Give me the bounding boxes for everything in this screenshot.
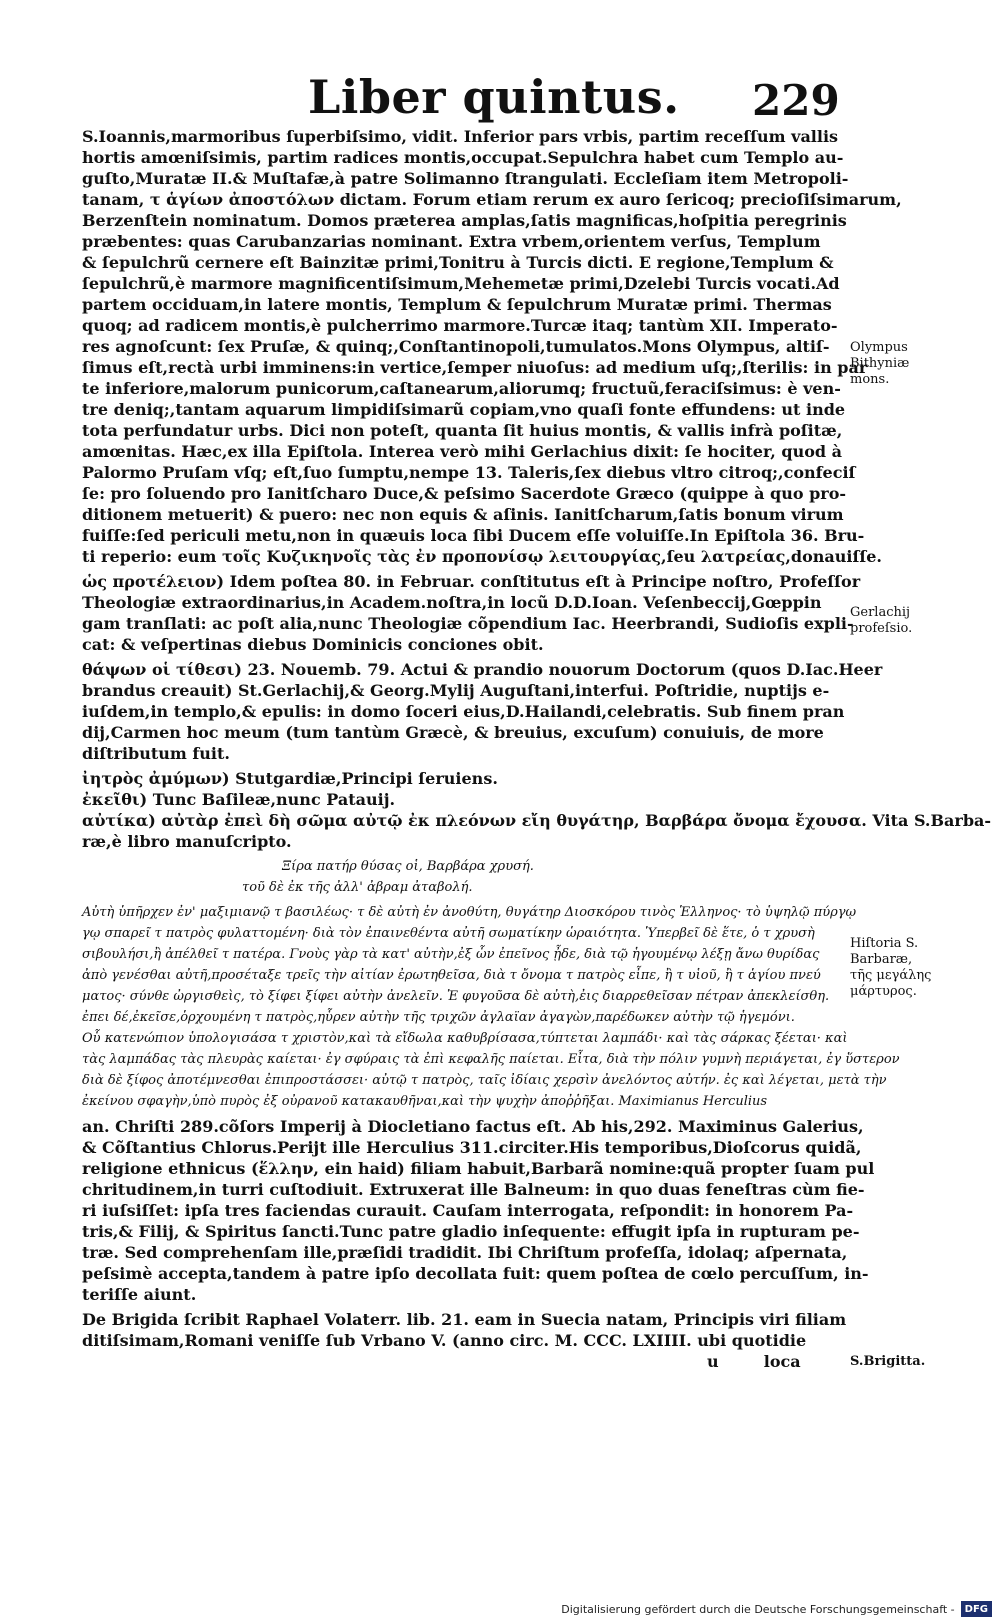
text-line: Ξίρα πατήρ θύσας οἱ, Βαρβάρα χρυσή.	[282, 859, 534, 874]
text-line: chritudinem,in turri cuſtodiuit. Extruxerat ille Balneum: in quo duas feneſtras cùm fie-	[82, 1180, 865, 1199]
text-line: Οὗ κατενώπιον ὑπολογισάσα τ χριστὸν,καὶ τὰ εἴδωλα καθυβρίσασα,τύπτεται λαμπάδι· καὶ τὰς σάρκας ξέεται· καὶ	[82, 1031, 848, 1046]
text-line: quoq; ad radicem montis,è pulcherrimo marmore.Turcæ itaq; tantùm XII. Imperato-	[82, 316, 838, 335]
text-line: ditionem metuerit) & puero: nec non equis & aſinis. Ianitſcharum,ſatis bonum virum	[82, 505, 844, 524]
text-line: σιβουλήσι,ἢ ἀπέλθεῖ τ πατέρα. Γνοὺς γὰρ τὰ κατ' αὐτὴν,ἐξ ὧν ἐπεῖνος ᾖδε, διὰ τῷ ἡγουμένῳ λέξῃ ἄνω θυρίδας	[82, 947, 820, 962]
paragraph-brigida	[82, 1309, 847, 1351]
text-line: tota perfundatur urbs. Dici non poteſt, quanta ſit huius montis, & vallis infrà poſitæ,	[82, 421, 843, 440]
text-line: ſepulchrũ,è marmore magnificentiſsimum,Mehemetæ primi,Dzelebi Turcis vocati.Ad	[82, 274, 840, 293]
catchword: loca	[763, 1352, 801, 1371]
page-number: 229	[752, 76, 840, 125]
paragraph-gerlach	[82, 571, 861, 655]
text-line: teriſſe aiunt.	[82, 1285, 197, 1304]
margin-note-line: mons.	[850, 372, 890, 387]
text-line: τὰς λαμπάδας τὰς πλευρὰς καίεται· ἐγ σφύραις τὰ ἐπὶ κεφαλῆς παίεται. Εἶτα, διὰ τὴν πόλιν γυμνὴ περιάγεται, ἐγ ὕστερον	[82, 1052, 900, 1067]
text-line: ἐκεῖθι) Tunc Baſileæ,nunc Patauij.	[82, 790, 396, 809]
paragraph-barbara	[82, 1116, 875, 1305]
text-line: træ. Sed comprehenſam ille,præſidi tradidit. Ibi Chriſtum profeſſa, idolaq; aſpernata,	[82, 1243, 848, 1262]
page-header	[0, 70, 1000, 130]
text-line: guſto,Muratæ II.& Muſtafæ,à patre Solimanno ſtrangulati. Eccleſiam item Metropoli-	[82, 169, 849, 188]
paragraph-notes	[82, 768, 992, 852]
text-line: ri iuſsiſſet: ipſa tres faciendas curauit. Cauſam interrogata, reſpondit: in honorem Pa-	[82, 1201, 854, 1220]
text-line: tris,& Filij, & Spiritus ſancti.Tunc patre gladio inſequente: effugit ipſa in rupturam pe-	[82, 1222, 860, 1241]
digitization-footer	[561, 1596, 1000, 1622]
text-line: hortis amœniſsimis, partim radices montis,occupat.Sepulchra habet cum Templo au-	[82, 148, 844, 167]
text-line: brandus creauit) St.Gerlachij,& Georg.Mylij Auguſtani,interfui. Poſtridie, nuptijs e-	[82, 681, 830, 700]
margin-note-line: μάρτυρος.	[850, 984, 917, 999]
text-line: ἰητρὸς ἀμύμων) Stutgardiæ,Principi ſeruiens.	[82, 769, 498, 788]
text-line: iuſdem,in templo,& epulis: in domo ſoceri eius,D.Hailandi,celebratis. Sub finem pran	[82, 702, 845, 721]
text-line: S.Ioannis,marmoribus ſuperbiſsimo, vidit. Inferior pars vrbis, partim receſſum vallis	[82, 127, 839, 146]
paragraph-doctors	[82, 659, 883, 764]
text-line: ὡς προτέλειον) Idem poſtea 80. in Februar. conſtitutus eſt à Principe noſtro, Profeſſor	[82, 572, 861, 591]
text-line: præbentes: quas Carubanzarias nominant. Extra vrbem,orientem verſus, Templum	[82, 232, 821, 251]
text-line: religione ethnicus (ἕλλην, ein haid) filiam habuit,Barbarã nomine:quã propter ſuam pul	[82, 1159, 875, 1178]
text-line: De Brigida ſcribit Raphael Volaterr. lib. 21. eam in Suecia natam, Principis viri filiam	[82, 1310, 847, 1329]
text-line: τοῦ δὲ ἐκ τῆς ἀλλ' ἀβραμ ἀταβολή.	[242, 880, 473, 895]
text-line: & ſepulchrũ cernere eſt Bainzitæ primi,Tonitru à Turcis dicti. E regione,Templum &	[82, 253, 834, 272]
text-line: Theologiæ extraordinarius,in Academ.noſtra,in locũ D.D.Ioan. Veſenbeccij,Gœppin	[82, 593, 822, 612]
text-line: & Cõſtantius Chlorus.Perijt ille Herculius 311.circiter.His temporibus,Dioſcorus quidã,	[82, 1138, 862, 1157]
text-line: res agnoſcunt: ſex Pruſæ, & quinq;,Conſtantinopoli,tumulatos.Mons Olympus, altiſ-	[82, 337, 830, 356]
text-line: partem occiduam,in latere montis, Templum & ſepulchrum Muratæ primi. Thermas	[82, 295, 832, 314]
margin-note-line: profeſsio.	[850, 621, 913, 636]
text-line: ſimus eſt,rectà urbi imminens:in vertice,ſemper niuoſus: ad medium uſq;,ſterilis: in par	[82, 358, 868, 377]
text-line: peſsimè accepta,tandem à patre ipſo decollata fuit: quem poſtea de cœlo percuſſum, in-	[82, 1264, 869, 1283]
text-line: amœnitas. Hæc,ex illa Epiſtola. Interea verò mihi Gerlachius dixit: ſe hociter, quod à	[82, 442, 842, 461]
running-title: Liber quintus.	[308, 70, 680, 124]
signature-mark: u	[707, 1352, 719, 1371]
text-line: gam tranſlati: ac poſt alia,nunc Theologiæ cõpendium Iac. Heerbrandi, Sudioſis expli-	[82, 614, 854, 633]
margin-note-olympus	[850, 340, 909, 388]
margin-note-line: S.Brigitta.	[850, 1354, 926, 1369]
text-line: an. Chriſti 289.cõſors Imperij à Diocletiano factus eſt. Ab his,292. Maximinus Galerius,	[82, 1117, 864, 1136]
margin-note-line: τῆς μεγάλης	[850, 968, 932, 983]
text-line: θάψων οἱ τίθεσι) 23. Nouemb. 79. Actui & prandio nouorum Doctorum (quos D.Iac.Heer	[82, 660, 883, 679]
text-line: Palormo Pruſam vſq; eſt,ſuo ſumptu,nempe 13. Taleris,ſex diebus vltro citroq;,confeciſ	[82, 463, 856, 482]
margin-note-line: Olympus	[850, 340, 908, 355]
text-line: ſe: pro ſoluendo pro Ianitſcharo Duce,& peſsimo Sacerdote Græco (quippe à quo pro-	[82, 484, 847, 503]
text-line: ræ,è libro manuſcripto.	[82, 832, 292, 851]
text-line: dij,Carmen hoc meum (tum tantùm Græcè, & breuius, excuſum) conuiuis, de more	[82, 723, 824, 742]
text-line: cat: & veſpertinas diebus Dominicis conciones obit.	[82, 635, 544, 654]
margin-note-line: Gerlachij	[850, 605, 911, 620]
text-line: ἐκείνου σφαγὴν,ὑπὸ πυρὸς ἐξ οὐρανοῦ κατακαυθῆναι,καὶ τὴν ψυχὴν ἀποῤῥῆξαι. Maximianus Herculius	[82, 1094, 768, 1109]
dfg-logo: DFG	[961, 1601, 992, 1617]
text-line: ματος· σύνθε ὠργισθεὶς, τὸ ξίφει ξίφει αὐτὴν ἀνελεῖν. Ἐ φυγοῦσα δὲ αὐτὴ,ἐις διαρρεθεῖσαν πέτραν ἀπεκλείσθη.	[82, 989, 830, 1004]
footer-credit: Digitalisierung gefördert durch die Deutsche Forschungsgemeinschaft -	[561, 1602, 955, 1616]
text-line: διὰ δὲ ξίφος ἀποτέμνεσθαι ἐπιπροστάσσει· αὐτῷ τ πατρὸς, ταῖς ἰδίαις χερσὶν ἀνελόντος αὐτήν. ἐς καὶ λέγεται, μετὰ τὴν	[82, 1073, 887, 1088]
greek-verses	[82, 856, 842, 898]
text-line: fuiſſe:ſed periculi metu,non in quæuis loca ſibi Ducem eſſe voluiſſe.In Epiſtola 36. Bru-	[82, 526, 865, 545]
margin-note-gerlachij	[850, 605, 912, 637]
text-line: Αὐτὴ ὑπῆρχεν ἐν' μαξιμιανῷ τ βασιλέως· τ δὲ αὐτὴ ἐν ἀνοθύτη, θυγάτηρ Διοσκόρου τινὸς Ἑλληνος· τὸ ὑψηλῷ πύργῳ	[82, 905, 857, 920]
margin-note-line: Bithyniæ	[850, 356, 910, 371]
text-line: tanam, τ ἁγίων ἀποστόλων dictam. Forum etiam rerum ex auro ſericoq; precioſiſsimarum,	[82, 190, 902, 209]
text-line: tre deniq;,tantam aquarum limpidiſsimarũ copiam,vno quaſi fonte effundens: ut inde	[82, 400, 846, 419]
text-line: te inferiore,malorum punicorum,caſtanearum,aliorumq; fructuũ,feraciſsimus: è ven-	[82, 379, 841, 398]
margin-note-line: Hiſtoria S.	[850, 936, 919, 951]
text-line: Berzenſtein nominatum. Domos præterea amplas,ſatis magnificas,hoſpitia peregrinis	[82, 211, 847, 230]
text-line: ti reperio: eum τοῖς Κυζικηνοῖς τὰς ἐν προπονίσῳ λειτουργίας,ſeu λατρείας,donauiſſe.	[82, 547, 882, 566]
text-line: γῳ σπαρεῖ τ πατρὸς φυλαττομένη· διὰ τὸν ἐπαινεθέντα αὐτῆ σωματίκην ὡραιότητα. Ὑπερβεῖ δὲ ἕτε, ὁ τ χρυσὴ	[82, 926, 815, 941]
text-line: αὐτίκα) αὐτὰρ ἐπεὶ δὴ σῶμα αὐτῷ ἐκ πλεόνων εἴη θυγάτηρ, Βαρβάρα ὄνομα ἔχουσα. Vita S.Barba-	[82, 811, 992, 830]
margin-note-line: Barbaræ,	[850, 952, 913, 967]
text-line: ἀπὸ γενέσθαι αὐτῆ,προσέταξε τρεῖς τὴν αἰτίαν ἐρωτηθεῖσα, διὰ τ ὄνομα τ πατρὸς εἶπε, ἢ τ υἱοῦ, ἢ τ ἁγίου πνεύ	[82, 968, 821, 983]
text-line: ἐπει δέ,ἐκεῖσε,ὁρχουμένη τ πατρὸς,ηὗρεν αὐτὴν τῆς τριχῶν ἀγλαϊαν ἀγαγὼν,παρέδωκεν αὐτὴν τῷ ἡγεμόνι.	[82, 1010, 795, 1025]
text-line: ditiſsimam,Romani veniſſe ſub Vrbano V. (anno circ. M. CCC. LXIIII. ubi quotidie	[82, 1331, 807, 1350]
text-line: diſtributum fuit.	[82, 744, 230, 763]
margin-note-brigitta	[850, 1354, 925, 1370]
margin-note-barbara	[850, 936, 931, 1000]
catchword-line	[82, 1351, 842, 1372]
